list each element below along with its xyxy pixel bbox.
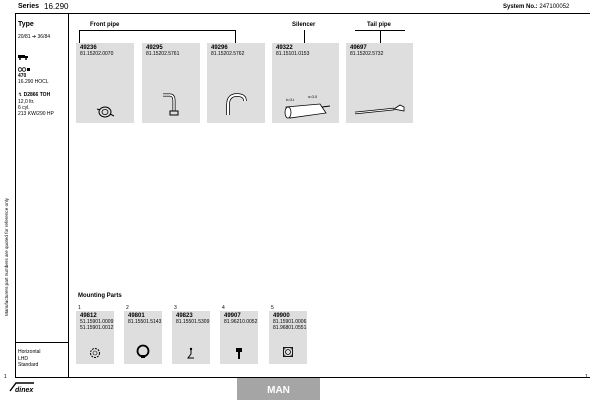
section-tail-pipe: Tail pipe xyxy=(367,22,391,28)
mount-index: 4 xyxy=(222,305,225,311)
front-pipe-u-bend-icon xyxy=(223,91,251,119)
part-ref: 81.15101.0153 xyxy=(276,51,310,57)
mount-index: 1 xyxy=(78,305,81,311)
date-from: 20/81 xyxy=(18,34,31,40)
mount-card-3[interactable] xyxy=(172,311,210,364)
vehicle-code: 470 xyxy=(18,73,27,79)
page-number-right: 1 xyxy=(585,374,588,380)
part-number: 49322 xyxy=(276,45,293,51)
mount-ref: 81.15501.5143 xyxy=(128,319,162,325)
date-to: 36/84 xyxy=(37,34,51,40)
engine-code: D2866 TOH xyxy=(23,92,51,98)
engine-line xyxy=(18,92,50,98)
engine-icon: ↯ xyxy=(18,92,23,98)
left-border xyxy=(15,13,16,378)
flange-gasket-icon xyxy=(282,346,294,358)
hanger-bracket-icon xyxy=(186,347,196,361)
header-rule xyxy=(16,13,590,14)
tail-pipe-bracket xyxy=(380,30,381,43)
config-list xyxy=(18,349,41,369)
silencer-dim-a: a=3-5 xyxy=(308,95,318,99)
column-divider xyxy=(68,13,69,378)
mount-index: 2 xyxy=(126,305,129,311)
part-card-2[interactable] xyxy=(142,43,200,123)
part-ref: 81.15202.5761 xyxy=(146,51,180,57)
front-pipe-flange-icon xyxy=(92,105,118,119)
mount-card-5[interactable] xyxy=(269,311,307,364)
mount-refs xyxy=(80,319,113,331)
date-range xyxy=(18,34,50,40)
mount-number: 49907 xyxy=(224,313,241,319)
series-value: 16.290 xyxy=(44,2,69,11)
mount-card-1[interactable] xyxy=(76,311,114,364)
mount-number: 49801 xyxy=(128,313,145,319)
section-front-pipe: Front pipe xyxy=(90,22,120,28)
front-pipe-bend-icon xyxy=(160,91,184,119)
part-card-4[interactable] xyxy=(272,43,339,123)
mount-index: 3 xyxy=(174,305,177,311)
mount-ref: 51.15901.0009 xyxy=(80,319,114,325)
tail-pipe-icon xyxy=(352,101,408,117)
system-number xyxy=(503,4,569,10)
power: 213 KW/290 HP xyxy=(18,111,54,117)
part-ref: 81.15202.5762 xyxy=(211,51,245,57)
gasket-ring-icon xyxy=(89,347,101,359)
mount-card-4[interactable] xyxy=(220,311,258,364)
type-label: Type xyxy=(18,21,34,28)
mount-number: 49900 xyxy=(273,313,290,319)
mount-card-2[interactable] xyxy=(124,311,162,364)
mount-ref: 81.96210.0052 xyxy=(224,319,258,325)
reference-note: Manufacturers part numbers are quoted for reference only xyxy=(4,198,9,316)
mount-index: 5 xyxy=(271,305,274,311)
part-number: 49697 xyxy=(350,45,367,51)
mount-ref: 51.15901.0012 xyxy=(80,325,114,331)
part-ref: 81.15202.5732 xyxy=(350,51,384,57)
section-silencer: Silencer xyxy=(292,22,316,28)
dinex-logo xyxy=(8,380,36,399)
system-label: System No.: xyxy=(503,4,538,10)
front-pipe-rule xyxy=(79,30,235,31)
logo-text: dinex xyxy=(15,387,34,394)
part-card-5[interactable] xyxy=(346,43,413,123)
front-pipe-bracket-right xyxy=(235,30,236,43)
mount-number: 49823 xyxy=(176,313,193,319)
part-number: 49236 xyxy=(80,45,97,51)
page-number-left: 1 xyxy=(4,374,7,380)
series-label: Series xyxy=(18,3,40,10)
bolt-icon xyxy=(234,347,244,361)
config-variant: Standard xyxy=(18,362,39,368)
system-value: 247100052 xyxy=(539,4,570,10)
part-number: 49296 xyxy=(211,45,228,51)
config-orientation: Horizontal xyxy=(18,349,41,355)
mount-refs xyxy=(273,319,306,331)
config-drive-side: LHD xyxy=(18,355,29,362)
part-number: 49295 xyxy=(146,45,163,51)
mount-ref: 81.96801.0551 xyxy=(273,325,307,331)
front-pipe-bracket-left xyxy=(79,30,80,43)
config-rule xyxy=(16,342,68,343)
vehicle-model: 16.290 HOCL xyxy=(18,79,49,85)
silencer-dim-b: b=3-t xyxy=(286,98,295,102)
cylinders: 6 cyl. xyxy=(18,105,30,111)
mount-ref: 81.15901.0006 xyxy=(273,319,307,325)
part-card-3[interactable] xyxy=(207,43,265,123)
clamp-band-icon xyxy=(135,343,151,359)
displacement: 12,0 ltr. xyxy=(18,99,35,105)
silencer-icon xyxy=(280,101,332,121)
section-mounting-parts: Mounting Parts xyxy=(78,293,122,299)
part-ref: 81.15202.0070 xyxy=(80,51,114,57)
brand-tab: MAN xyxy=(237,378,320,400)
mount-ref: 81.15501.5309 xyxy=(176,319,210,325)
mount-number: 49812 xyxy=(80,313,97,319)
part-card-1[interactable] xyxy=(76,43,134,123)
silencer-bracket xyxy=(304,30,305,43)
arrow-right-icon: ➔ xyxy=(31,34,37,40)
